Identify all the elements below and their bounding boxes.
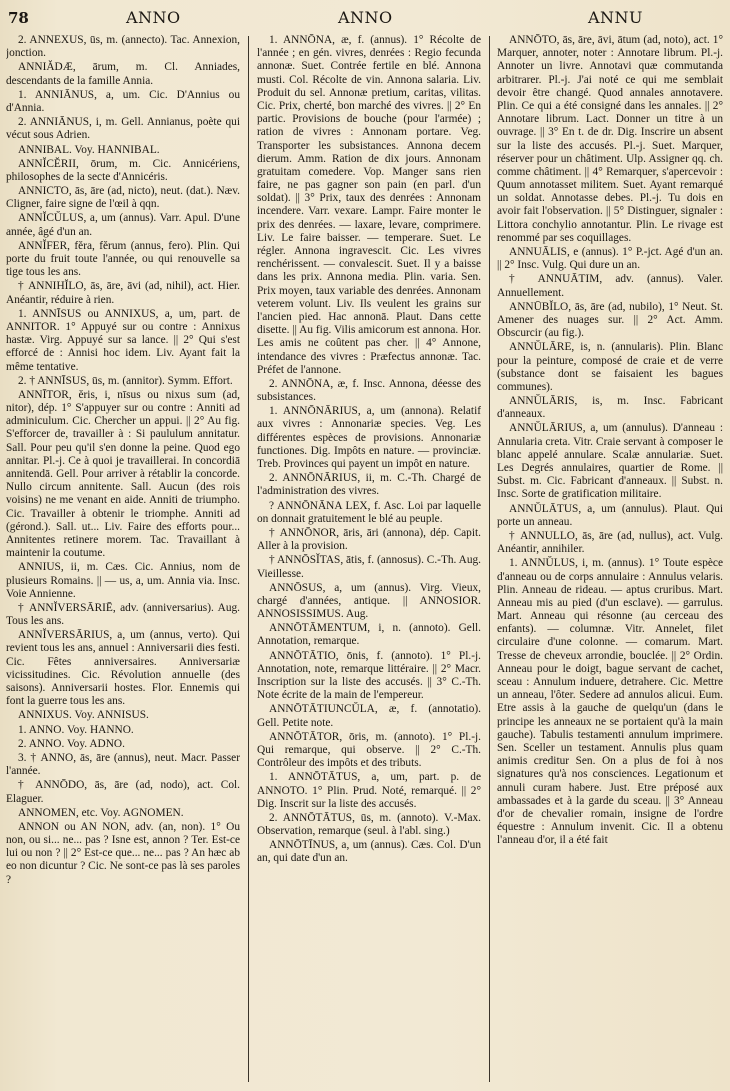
dictionary-entry: 3. † ANNO, ās, āre (annus), neut. Macr. Passer l'année. — [6, 751, 240, 778]
dictionary-entry: 1. ANNŬLUS, i, m. (annus). 1° Toute espèce d'anneau ou de corps annulaire : Annulus velaris. Plin. Anneau de rideau. — aptus cruribus. Mart. Anneau mis au pied (d'un esclave). — garrulus. Mart. Anneau qui résonne (au cerceau des enfants). — columnæ. Vitr. Annelet, filet circulaire d'une colonne. — comarum. Mart. Tresse de cheveux arrondie, bouclée. || 2° Ordin. Anneau pour le doigt, bague servant de cachet, sceau : Annulum induere, detrahere. Cic. Mettre un anneau, l'ôter. Sedere ad annulos alicui. Eum. Etre assis à la gauche de quelqu'un (dans le principe les anneaux ne se portaient qu'à la main gauche). Tabulis testamenti annulum imprimere. Sen. Sceller un testament. Annulis plus quam animis creditur Sen. On a plus de foi à nos signatures qu'à nos consciences. Legationum et annuli curam habere. Just. Etre préposé aux ambassades et à la garde du sceau. || 3° Anneau d'or de chevalier romain, insigne de l'ordre équestre : Annulum invenit. Cic. Il a obtenu l'anneau d'or, il a été fait — [497, 557, 723, 847]
dictionary-entry: ANNŌTĪNUS, a, um (annus). Cæs. Col. D'un an, qui date d'un an. — [257, 839, 481, 865]
dictionary-entry: ANNŬLĀRIUS, a, um (annulus). D'anneau : Annularia creta. Vitr. Craie servant à composer le blanc appelé annulare. Scalæ annulariæ. Suet. Les Degrés annulaires, quartier de Rome. || Subst. m. Cic. Fabricant d'anneaux. || Subst. n. Insc. Sorte de gratification militaire. — [497, 422, 723, 501]
column-3 — [497, 34, 723, 1084]
dictionary-entry: ANNŌTO, ās, āre, āvi, ātum (ad, noto), act. 1° Marquer, annoter, noter : Annotare librum. Pl.-j. Annoter un livre. Annotavi quæ commutanda arbitrarer. Pl.-j. J'ai noté ce qui me semblait devoir être changé. Quod annales annotavere. Plin. Ce qui a été consigné dans les annales. || 2° Annotare librum. Lact. Donner un titre à un ouvrage. || 3° En t. de dr. Dig. Inscrire un absent sur la liste des accusés. Pl.-j. Suet. Marquer, réserver pour un châtiment. Ulp. Assigner qq. ch. comme châtiment. || 4° Remarquer, s'apercevoir : Quum annotasset militem. Suet. Ayant remarqué un soldat. Annotasse debes. Pl.-j. Tu dois en avoir fait l'observation. || 5° Distinguer, signaler : Littora conchylio annotantur. Plin. Le rivage est renommé par ses coquillages. — [497, 34, 723, 244]
dictionary-entry: ANNĬFER, fĕra, fĕrum (annus, fero). Plin. Qui porte du fruit toute l'année, ou qui renouvelle sa tige tous les ans. — [6, 239, 240, 279]
dictionary-entry: 1. ANNŌTĀTUS, a, um, part. p. de ANNOTO. 1° Plin. Prud. Noté, remarqué. || 2° Dig. Inscrit sur la liste des accusés. — [257, 771, 481, 810]
dictionary-entry: ANNŪBĬLO, ās, āre (ad, nubilo), 1° Neut. St. Amener des nuages sur. || 2° Act. Amm. Obscurcir (au fig.). — [497, 300, 723, 340]
dictionary-entry: ANNŬLĀTUS, a, um (annulus). Plaut. Qui porte un anneau. — [497, 502, 723, 528]
dictionary-entry: ANNŬLĀRE, is, n. (annularis). Plin. Blanc pour la peinture, composé de craie et de verre (substance dont se faisaient les bagues communes). — [497, 341, 723, 393]
dictionary-entry: ANNŌSUS, a, um (annus). Virg. Vieux, chargé d'années, antique. || ANNOSIOR. ANNOSISSIMUS. Aug. — [257, 581, 481, 621]
running-head-center: ANNO — [338, 8, 393, 27]
dictionary-entry: 1. ANNO. Voy. HANNO. — [18, 723, 134, 736]
page-number: 78 — [8, 9, 29, 27]
dictionary-entry: ANNĬVERSĀRIUS, a, um (annus, verto). Qui revient tous les ans, annuel : Anniversarii dies festi. Cic. Fêtes anniversaires. Anniversariæ vicissitudines. Cic. Révolution annuelle (des saisons). Anniversarii hostes. Flor. Ennemis qui font la guerre tous les ans. — [6, 629, 240, 708]
dictionary-entry: ANNŌTĀTOR, ōris, m. (annoto). 1° Pl.-j. Qui remarque, qui observe. || 2° C.-Th. Contrôleur des impôts et des tributs. — [257, 730, 481, 770]
dictionary-entry: † ANNĬVERSĀRIĒ, adv. (anniversarius). Aug. Tous les ans. — [6, 601, 240, 628]
column-2 — [257, 34, 481, 1084]
dictionary-entry: 2. ANNŌTĀTUS, ūs, m. (annoto). V.-Max. Observation, remarque (seul. à l'abl. sing.) — [257, 811, 481, 838]
dictionary-entry: 1. ANNĪSUS ou ANNIXUS, a, um, part. de ANNITOR. 1° Appuyé sur ou contre : Annixus hastæ. Virg. Appuyé sur sa lance. || 2° Qui s'est efforcé de : Annisi hoc idem. Liv. Ayant fait la même tentative. — [6, 307, 240, 373]
dictionary-entry: ANNIBAL. Voy. HANNIBAL. — [18, 143, 160, 156]
dictionary-entry: 2. † ANNĪSUS, ūs, m. (annitor). Symm. Effort. — [18, 374, 233, 387]
dictionary-entry: ANNŌTĀMENTUM, i, n. (annoto). Gell. Annotation, remarque. — [257, 622, 481, 648]
dictionary-entry: ? ANNŌNĀNA LEX, f. Asc. Loi par laquelle on donnait gratuitement le blé au peuple. — [257, 499, 481, 525]
dictionary-entry: ANNON ou AN NON, adv. (an, non). 1° Ou non, ou si... ne... pas ? Isne est, annon ? Ter. Est-ce lui ou non ? || 2° Est-ce que... ne... pas ? An hæc ab eo non dicuntur ? Cic. Ne sont-ce pas là ses paroles ? — [6, 820, 240, 886]
dictionary-entry: ANNIXUS. Voy. ANNISUS. — [18, 709, 149, 722]
running-head-right: ANNU — [588, 8, 644, 27]
page-header — [8, 6, 720, 32]
dictionary-entry: † ANNŌDO, ās, āre (ad, nodo), act. Col. Elaguer. — [6, 779, 240, 805]
dictionary-entry: ANNICTO, ās, āre (ad, nicto), neut. (dat.). Næv. Cligner, faire signe de l'œil à qqn. — [6, 185, 240, 211]
dictionary-entry: ANNIUS, ii, m. Cæs. Cic. Annius, nom de plusieurs Romains. || — us, a, um. Annia via. Insc. Voie Annienne. — [6, 561, 240, 600]
dictionary-entry: 2. ANNŌNĀRIUS, ii, m. C.-Th. Chargé de l'administration des vivres. — [257, 472, 481, 498]
dictionary-entry: † ANNUĀTIM, adv. (annus). Valer. Annuellement. — [497, 273, 723, 299]
dictionary-entry: 1. ANNŌNĀRIUS, a, um (annona). Relatif aux vivres : Annonariæ species. Veg. Les différentes espèces de provisions. Annonariæ functiones. Dig. Impôts en nature. — provinciæ. Treb. Provinces qui payent un impôt en nature. — [257, 405, 481, 470]
dictionary-entry: 2. ANNEXUS, ūs, m. (annecto). Tac. Annexion, jonction. — [6, 34, 240, 60]
column-1 — [6, 34, 240, 1084]
dictionary-entry: 2. ANNŌNA, æ, f. Insc. Annona, déesse des subsistances. — [257, 377, 481, 404]
dictionary-entry: † ANNŌSĬTAS, ātis, f. (annosus). C.-Th. Aug. Vieillesse. — [257, 554, 481, 580]
running-head-left: ANNO — [126, 8, 181, 27]
dictionary-columns — [6, 34, 724, 1084]
dictionary-entry: 2. ANNO. Voy. ADNO. — [18, 737, 125, 750]
dictionary-entry: ANNŌTĀTIUNCŬLA, æ, f. (annotatio). Gell. Petite note. — [257, 703, 481, 729]
dictionary-entry: 2. ANNIĀNUS, i, m. Gell. Annianus, poète qui vécut sous Adrien. — [6, 116, 240, 142]
dictionary-entry: ANNĬCĔRII, ōrum, m. Cic. Annicériens, philosophes de la secte d'Annicéris. — [6, 157, 240, 183]
dictionary-entry: ANNŌTĀTIO, ōnis, f. (annoto). 1° Pl.-j. Annotation, note, remarque littéraire. || 2° Macr. Inscription sur la liste des accusés. || 3° C.-Th. Note écrite de la main de l'empereur. — [257, 649, 481, 702]
dictionary-entry: ANNĬCŬLUS, a, um (annus). Varr. Apul. D'une année, âgé d'un an. — [6, 212, 240, 238]
dictionary-entry: ANNOMEN, etc. Voy. AGNOMEN. — [18, 806, 184, 819]
dictionary-entry: ANNĪTOR, ĕris, i, nīsus ou nixus sum (ad, nitor), dép. 1° S'appuyer sur ou contre : Anniti ad adminiculum. Cic. Chercher un appui. || 2° Au fig. S'efforcer de, travailler à : Si paululum annitatur. Sall. Pour peu qu'il s'en donne la peine. Quod ego annitar. Pl.-j. Ce à quoi je travaillerai. In concordiā annitendā. Gell. Pour arriver à rétablir la concorde. Nullo circum annitente. Sall. Aucun (des rois voisins) ne me venant en aide. Anniti de triumpho. Cic. Travailler à obtenir le triomphe. Anniti ad (gérond.). Sall. ut... Liv. Faire des efforts pour... Annitentes retinere morem. Tac. Travaillant à maintenir la coutume. — [6, 388, 240, 560]
dictionary-entry: † ANNULLO, ās, āre (ad, nullus), act. Vulg. Anéantir, annihiler. — [497, 529, 723, 556]
dictionary-entry: 1. ANNŌNA, æ, f. (annus). 1° Récolte de l'année ; en gén. vivres, denrées : Regio fecunda annonæ. Suet. Contrée fertile en blé. Annona musti. Col. Récolte de vin. Annona salaria. Liv. Produit du sel. Annonæ pretium, caritas, vilitas. Cic. Prix, cherté, bon marché des vivres. || 2° En partic. Provisions de bouche (pour l'armée) ; ration de vivres : Annonam portare. Veg. Transporter les subsistances. Annona decem dierum. Amm. Ration de dix jours. Annonam gratuitam comedere. Vop. Manger sans rien faire, ne pas gagner son pain (en parl. d'un soldat). || 3° Prix, taux des denrées : Annonam incendere. Varr. vexare. Lampr. Faire monter le prix des denrées. — laxare, levare, comprimere. Liv. Le faire baisser. — temperare. Suet. Le régler. Annona ingravescit. Cic. Les vivres renchérissent. — convalescit. Suet. Il y a baisse dans les prix. Annona media. Plin. varia. Sen. Prix moyen, taux variable des denrées. Annonam veterem volunt. Liv. Ils veulent les grains sur l'ancien pied. Hac annonā. Plaut. Dans cette disette. || Au fig. Vilis amicorum est annona. Hor. Les amis ne coûtent pas cher. || 4° Annone, intendance des vivres : Præfectus annonæ. Tac. Préfet de l'annone. — [257, 34, 481, 376]
dictionary-entry: † ANNIHĬLO, ās, āre, āvi (ad, nihil), act. Hier. Anéantir, réduire à rien. — [6, 280, 240, 306]
dictionary-entry: † ANNŌNOR, āris, āri (annona), dép. Capit. Aller à la provision. — [257, 526, 481, 553]
dictionary-entry: 1. ANNIĀNUS, a, um. Cic. D'Annius ou d'Annia. — [6, 88, 240, 114]
dictionary-entry: ANNŬLĀRIS, is, m. Insc. Fabricant d'anneaux. — [497, 395, 723, 421]
dictionary-entry: ANNUĀLIS, e (annus). 1° P.-jct. Agé d'un an. || 2° Insc. Vulg. Qui dure un an. — [497, 246, 723, 272]
dictionary-entry: ANNIĂDÆ, ārum, m. Cl. Anniades, descendants de la famille Annia. — [6, 61, 240, 87]
